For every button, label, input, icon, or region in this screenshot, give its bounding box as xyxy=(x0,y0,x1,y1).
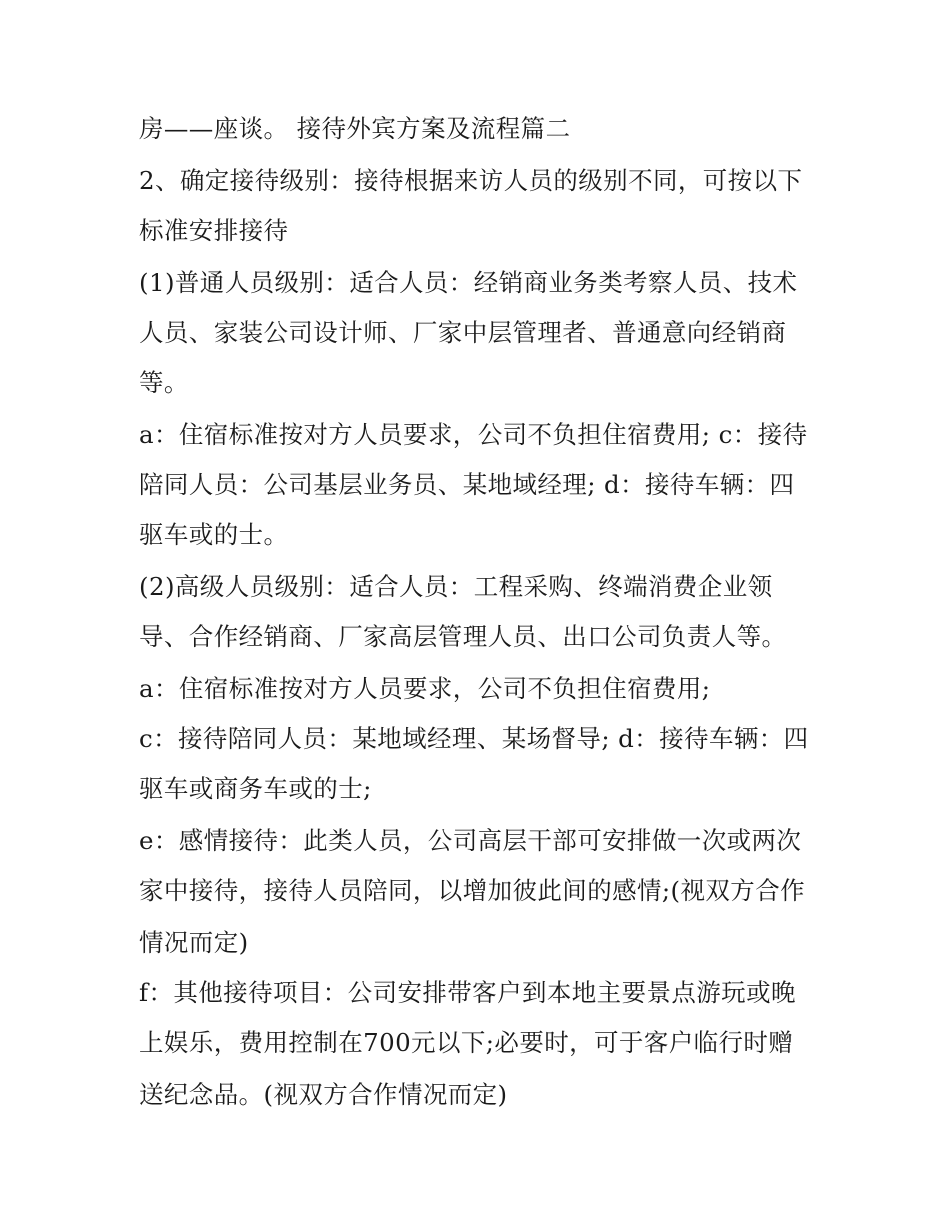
text-line: 情况而定) xyxy=(139,928,249,957)
text-line: c：接待陪同人员：某地域经理、某场督导; d：接待车辆：四 xyxy=(139,724,809,753)
text-line: 驱车或商务车或的士; xyxy=(139,774,372,803)
text-line: 上娱乐，费用控制在700元以下;必要时，可于客户临行时赠 xyxy=(139,1028,794,1057)
text-line: 2、确定接待级别：接待根据来访人员的级别不同，可按以下 xyxy=(139,166,803,195)
text-line: 导、合作经销商、厂家高层管理人员、出口公司负责人等。 xyxy=(139,622,787,651)
text-line: 陪同人员：公司基层业务员、某地域经理; d：接待车辆：四 xyxy=(139,470,795,499)
text-line: (2)高级人员级别：适合人员：工程采购、终端消费企业领 xyxy=(139,572,773,601)
text-line: 送纪念品。(视双方合作情况而定) xyxy=(139,1080,508,1109)
text-line: 驱车或的士。 xyxy=(139,520,289,549)
text-line: 标准安排接待 xyxy=(139,216,289,245)
text-line: a：住宿标准按对方人员要求，公司不负担住宿费用; xyxy=(139,674,711,703)
text-line: (1)普通人员级别：适合人员：经销商业务类考察人员、技术 xyxy=(139,268,798,297)
text-line: e：感情接待：此类人员，公司高层干部可安排做一次或两次 xyxy=(139,826,802,855)
text-line: 房——座谈。 接待外宾方案及流程篇二 xyxy=(139,114,571,143)
text-line: 家中接待，接待人员陪同，以增加彼此间的感情;(视双方合作 xyxy=(139,876,806,905)
text-line: f：其他接待项目：公司安排带客户到本地主要景点游玩或晚 xyxy=(139,978,796,1007)
text-line: 等。 xyxy=(139,368,189,397)
text-line: 人员、家装公司设计师、厂家中层管理者、普通意向经销商 xyxy=(139,318,787,347)
text-line: a：住宿标准按对方人员要求，公司不负担住宿费用; c：接待 xyxy=(139,420,808,449)
